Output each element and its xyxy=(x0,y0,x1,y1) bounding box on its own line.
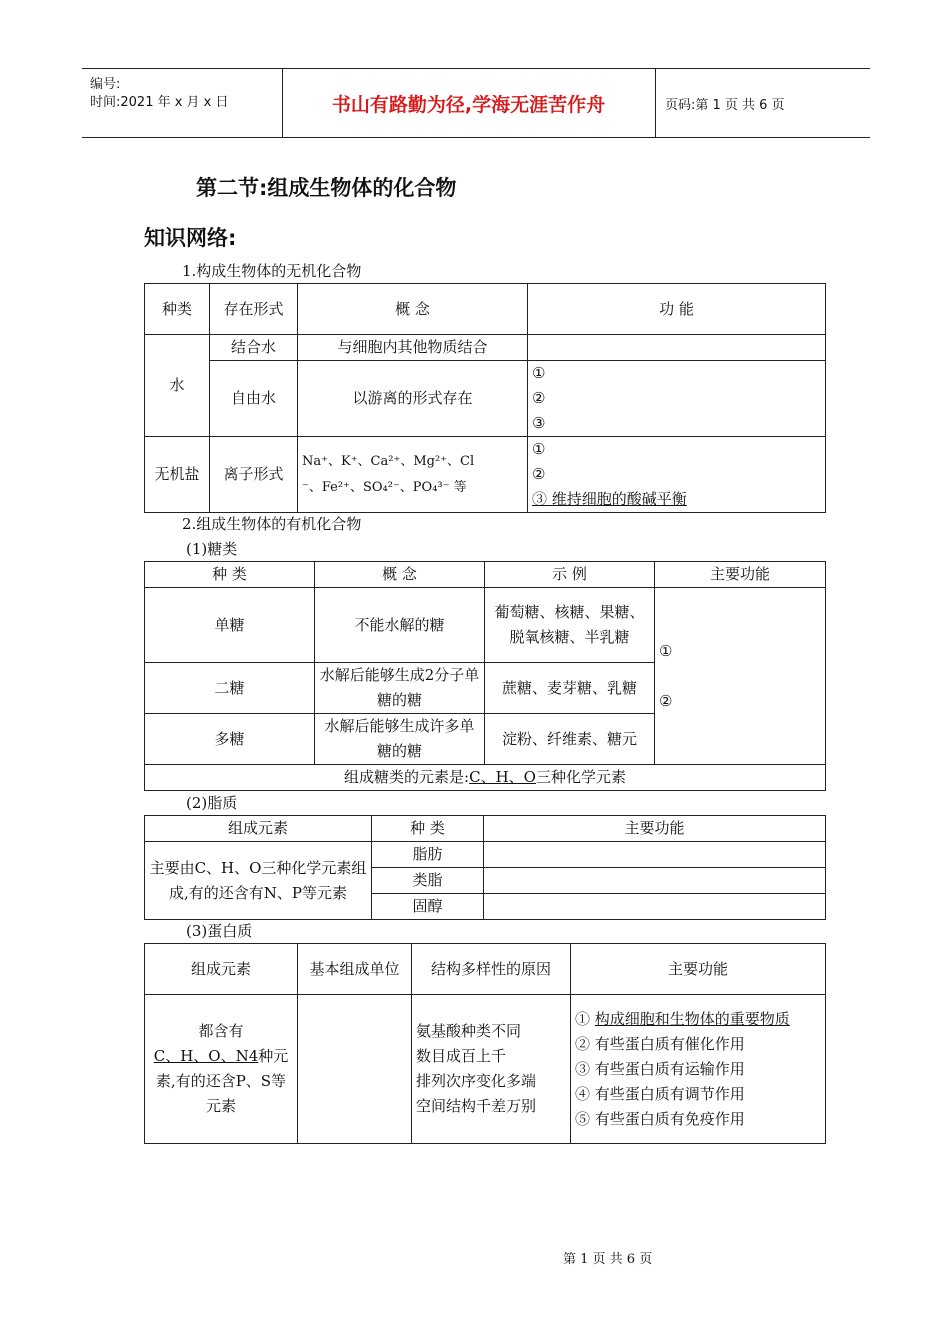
inorganic-table xyxy=(144,283,826,513)
lipid-label: (2)脂质 xyxy=(186,794,238,812)
sugar-header-kind: 种 类 xyxy=(145,562,315,588)
section-title: 第二节:组成生物体的化合物 xyxy=(196,176,457,200)
sugar-kind: 二糖 xyxy=(145,663,315,714)
motto: 书山有路勤为径,学海无涯苦作舟 xyxy=(282,69,656,137)
protein-elements: 都含有 C、H、O、N4种元素,有的还含P、S等元素 xyxy=(145,995,298,1144)
bound-water-function xyxy=(528,335,826,361)
lipid-kind: 固醇 xyxy=(372,894,484,920)
header-function: 功 能 xyxy=(528,284,826,335)
lipid-function xyxy=(484,842,826,868)
water-cell: 水 xyxy=(145,335,210,437)
protein-unit xyxy=(298,995,412,1144)
knowledge-heading: 知识网络: xyxy=(144,226,237,250)
header-kind: 种类 xyxy=(145,284,210,335)
lipid-header-elements: 组成元素 xyxy=(145,816,372,842)
lipid-kind: 脂肪 xyxy=(372,842,484,868)
page-header xyxy=(82,68,870,138)
protein-header-function: 主要功能 xyxy=(571,944,826,995)
sugar-kind: 单糖 xyxy=(145,588,315,663)
protein-header-unit: 基本组成单位 xyxy=(298,944,412,995)
sugar-footer: 组成糖类的元素是:C、H、O三种化学元素 xyxy=(145,765,826,791)
time-label: 时间:2021 年 x 月 x 日 xyxy=(90,95,229,110)
protein-header-elements: 组成元素 xyxy=(145,944,298,995)
sugar-label: (1)糖类 xyxy=(186,540,238,558)
organic-label: 2.组成生物体的有机化合物 xyxy=(182,515,362,533)
sugar-example: 葡萄糖、核糖、果糖、脱氧核糖、半乳糖 xyxy=(485,588,655,663)
sugar-example: 蔗糖、麦芽糖、乳糖 xyxy=(485,663,655,714)
sugar-table xyxy=(144,561,826,791)
protein-functions: ① 构成细胞和生物体的重要物质 ② 有些蛋白质有催化作用 ③ 有些蛋白质有运输作用 ④ 有些蛋白质有调节作用 ⑤ 有些蛋白质有免疫作用 xyxy=(571,995,826,1144)
protein-label: (3)蛋白质 xyxy=(186,922,253,940)
sugar-header-function: 主要功能 xyxy=(655,562,826,588)
sugar-functions: ① ② xyxy=(655,588,826,765)
sugar-concept: 水解后能够生成许多单糖的糖 xyxy=(315,714,485,765)
bound-water: 结合水 xyxy=(210,335,298,361)
bound-water-concept: 与细胞内其他物质结合 xyxy=(298,335,528,361)
sugar-kind: 多糖 xyxy=(145,714,315,765)
inorganic-label: 1.构成生物体的无机化合物 xyxy=(182,262,362,280)
free-water-function: ① ② ③ xyxy=(528,361,826,437)
ion-form: 离子形式 xyxy=(210,437,298,513)
lipid-table xyxy=(144,815,826,920)
header-meta xyxy=(82,69,283,137)
lipid-kind: 类脂 xyxy=(372,868,484,894)
lipid-header-kind: 种 类 xyxy=(372,816,484,842)
page-info: 页码:第 1 页 共 6 页 xyxy=(665,97,785,113)
lipid-function xyxy=(484,868,826,894)
header-concept: 概 念 xyxy=(298,284,528,335)
salt-function: ① ② ③ 维持细胞的酸碱平衡 xyxy=(528,437,826,513)
protein-table xyxy=(144,943,826,1144)
page-footer: 第 1 页 共 6 页 xyxy=(563,1252,653,1267)
free-water: 自由水 xyxy=(210,361,298,437)
protein-header-diversity: 结构多样性的原因 xyxy=(412,944,571,995)
lipid-header-function: 主要功能 xyxy=(484,816,826,842)
salt-cell: 无机盐 xyxy=(145,437,210,513)
ion-list: Na⁺、K⁺、Ca²⁺、Mg²⁺、Cl ⁻、Fe²⁺、SO₄²⁻、PO₄³⁻ 等 xyxy=(298,437,528,513)
protein-diversity: 氨基酸种类不同 数目成百上千 排列次序变化多端 空间结构千差万别 xyxy=(412,995,571,1144)
sugar-header-concept: 概 念 xyxy=(315,562,485,588)
sugar-concept: 不能水解的糖 xyxy=(315,588,485,663)
number-label: 编号: xyxy=(90,77,121,92)
sugar-header-example: 示 例 xyxy=(485,562,655,588)
sugar-concept: 水解后能够生成2分子单糖的糖 xyxy=(315,663,485,714)
sugar-example: 淀粉、纤维素、糖元 xyxy=(485,714,655,765)
header-form: 存在形式 xyxy=(210,284,298,335)
lipid-elements: 主要由C、H、O三种化学元素组成,有的还含有N、P等元素 xyxy=(145,842,372,920)
free-water-concept: 以游离的形式存在 xyxy=(298,361,528,437)
lipid-function xyxy=(484,894,826,920)
